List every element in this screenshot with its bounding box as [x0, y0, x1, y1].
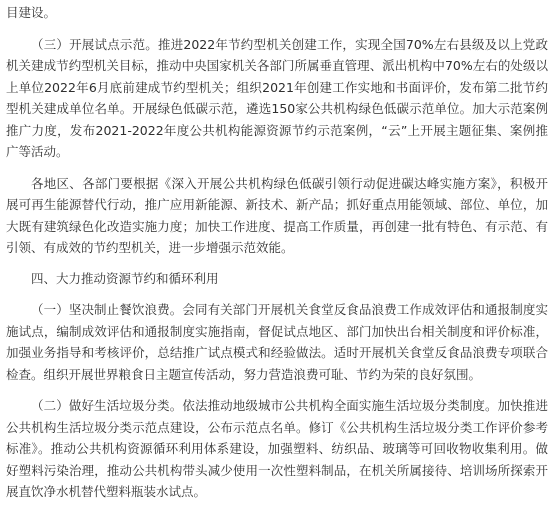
paragraph-pilot-demonstration: （三）开展试点示范。推进2022年节约型机关创建工作，实现全国70%左右县级及以上党政机关建成节约型机关目标，推动中央国家机关各部门所属垂直管理、派出机构中70%左右的处级以上单位2022年6月底前建成节约型机关；组织2021年创建工作实地和书面评价，发布第二批节约型机关建成单位名单。开展绿色低碳示范，遴选150家公共机构绿色低碳示范单位。加大示范案例推广力度，发布2021-2022年度公共机构能源资源节约示范案例，“云”上开展主题征集、案例推广等活动。 — [6, 36, 548, 159]
paragraph-continuation: 目建设。 — [6, 5, 57, 20]
section-heading-resource-recycling: 四、大力推动资源节约和循环利用 — [31, 270, 219, 286]
paragraph-garbage-sorting: （二）做好生活垃圾分类。依法推动地级城市公共机构全面实施生活垃圾分类制度。加快推进公共机构生活垃圾分类示范点建设，公布示范点名单。修订《公共机构生活垃圾分类工作评价参考标准》。推动公共机构资源循环利用体系建设，加强塑料、纺织品、玻璃等可回收物收集利用。做好塑料污染治理，推动公共机构带头减少使用一次性塑料制品，在机关所属接待、培训场所探索开展直饮净水机替代塑料瓶装水试点。 — [6, 398, 548, 499]
paragraph-regional-requirements: 各地区、各部门要根据《深入开展公共机构绿色低碳引领行动促进碳达峰实施方案》，积极开展可再生能源替代行动，推广应用新能源、新技术、新产品；抓好重点用能领域、部位、单位，加大既有建筑绿色化改造实施力度；加快工作进度、提高工作质量，再创建一批有特色、有示范、有引领、有成效的节约型机关，进一步增强示范效能。 — [6, 175, 548, 255]
paragraph-food-waste: （一）坚决制止餐饮浪费。会同有关部门开展机关食堂反食品浪费工作成效评估和通报制度实施试点，编制成效评估和通报制度实施指南，督促试点地区、部门加快出台相关制度和评价标准，加强业务指导和考核评价，总结推广试点模式和经验做法。适时开展机关食堂反食品浪费专项联合检查。组织开展世界粮食日主题宣传活动，努力营造浪费可耻、节约为荣的良好氛围。 — [6, 302, 548, 382]
